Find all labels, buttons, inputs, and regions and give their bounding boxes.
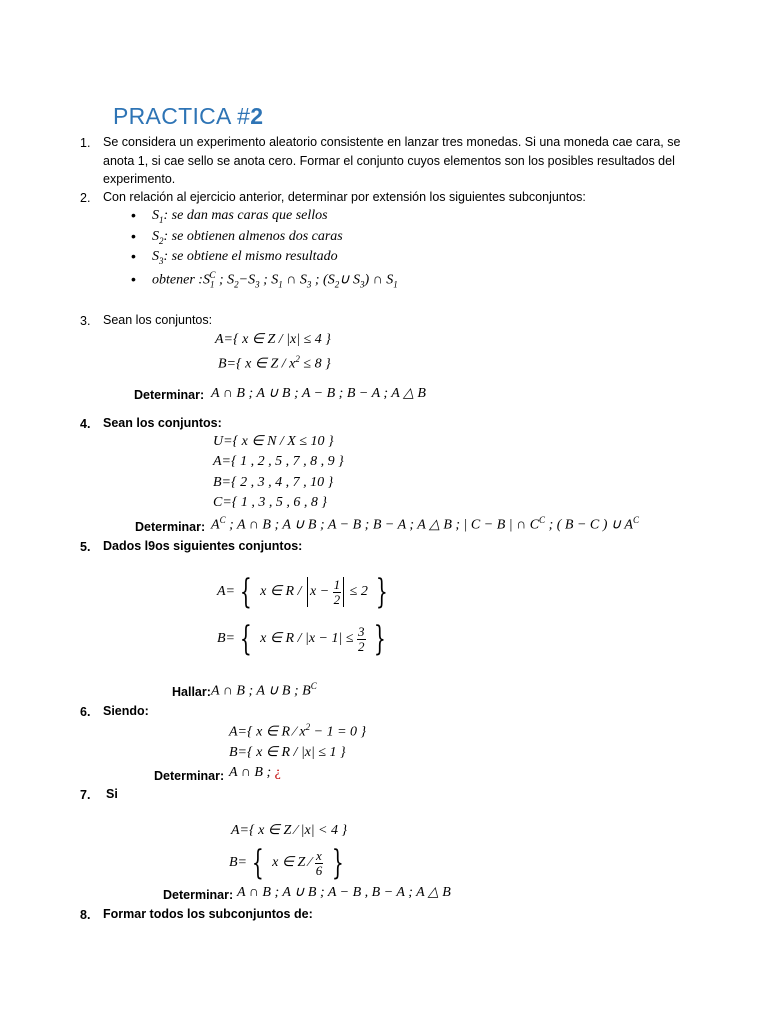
set-u-def: U={ x ∈ N / X ≤ 10 }: [213, 434, 334, 449]
item-number-7: 7.: [80, 788, 91, 802]
item-number-1: 1.: [80, 136, 91, 150]
determine-label: Determinar:: [154, 769, 225, 783]
determine-label: Determinar:: [163, 888, 234, 902]
subset-operations: obtener $:S_1^C$ ; $S_2-S_3$ ; $S_1$ ∩ $S_3$ ; ($S_2\cup$ $S_3$) ∩ $S_1$: [152, 270, 398, 290]
set-b-def: B={ 2 , 3 , 4 , 7 , 10 }: [213, 475, 334, 490]
determine-label: Determinar:: [134, 388, 205, 402]
set-b-def: B={ x ∈ R / |x| ≤ 1 }: [229, 745, 346, 760]
set-a-def: A= { x ∈ R / x − $\frac{1}{2}$ ≤ 2 }: [217, 572, 389, 612]
item-number-4: 4.: [80, 417, 91, 431]
find-label: Hallar:: [172, 685, 211, 699]
exercise-5-text: Dados l9os siguientes conjuntos:: [103, 539, 303, 553]
exercise-8-text: Formar todos los subconjuntos de:: [103, 907, 313, 921]
operations-5: A ∩ B ; A ∪ B ; $B^C$: [211, 681, 317, 699]
item-number-8: 8.: [80, 908, 91, 922]
exercise-6-text: Siendo:: [103, 704, 149, 718]
set-b-def: B= { x ∈ R / |x − 1| ≤ $\frac{3}{2}$ }: [217, 619, 386, 659]
set-a-def: A={ x ∈ Z ⁄ |x| < 4 }: [231, 823, 348, 838]
operations-7: A ∩ B ; A ∪ B ; A − B , B − A ; A △ B: [237, 885, 451, 900]
determine-label: Determinar:: [135, 520, 206, 534]
item-number-2: 2.: [80, 191, 91, 205]
subset-s1: $S_1$: se dan mas caras que sellos: [152, 208, 328, 225]
set-a-def: A={ x ∈ R ⁄ $x^2 - 1 = 0$ }: [229, 722, 367, 740]
subset-s2: $S_2$: se obtienen almenos dos caras: [152, 229, 343, 246]
item-number-6: 6.: [80, 705, 91, 719]
set-b-def: B={ x ∈ $Z / x^2 \le 8$ }: [218, 354, 331, 372]
set-a-def: A={ 1 , 2 , 5 , 7 , 8 , 9 }: [213, 454, 344, 469]
bullet-icon: •: [131, 228, 136, 244]
exercise-1-text: Se considera un experimento aleatorio consistente en lanzar tres monedas. Si una moneda cae cara, se anota 1, si cae sello se anota cero. Formar el conjunto cuyos elementos son los posibles resultados del experimento.: [103, 135, 681, 186]
exercise-4-text: Sean los conjuntos:: [103, 416, 222, 430]
set-a-def: A={ x ∈ Z / |x| ≤ 4 }: [215, 332, 331, 347]
item-number-5: 5.: [80, 540, 91, 554]
subset-s3: $S_3$: se obtiene el mismo resultado: [152, 249, 338, 266]
operations-3: A ∩ B ; A ∪ B ; A − B ; B − A ; A △ B: [211, 386, 426, 401]
operations-6: A ∩ B ; ¿: [229, 765, 281, 780]
exercise-7-text: Si: [106, 787, 118, 801]
exercise-2-text: Con relación al ejercicio anterior, determinar por extensión los siguientes subconjuntos:: [103, 190, 586, 204]
bullet-icon: •: [131, 248, 136, 264]
set-b-def: B= { x ∈ Z ⁄ $\frac{x}{6}$ }: [229, 843, 344, 883]
page-title: PRACTICA #2: [113, 103, 264, 129]
exercise-3-text: Sean los conjuntos:: [103, 313, 213, 327]
set-c-def: C={ 1 , 3 , 5 , 6 , 8 }: [213, 495, 327, 510]
bullet-icon: •: [131, 271, 136, 287]
operations-4: $A^C$ ; A ∩ B ; A ∪ B ; A − B ; B − A ; A △ B ; | C − B | ∩ $C^C$ ; ( B − C ) ∪ $A^C$: [211, 515, 639, 533]
bullet-icon: •: [131, 207, 136, 223]
item-number-3: 3.: [80, 314, 91, 328]
